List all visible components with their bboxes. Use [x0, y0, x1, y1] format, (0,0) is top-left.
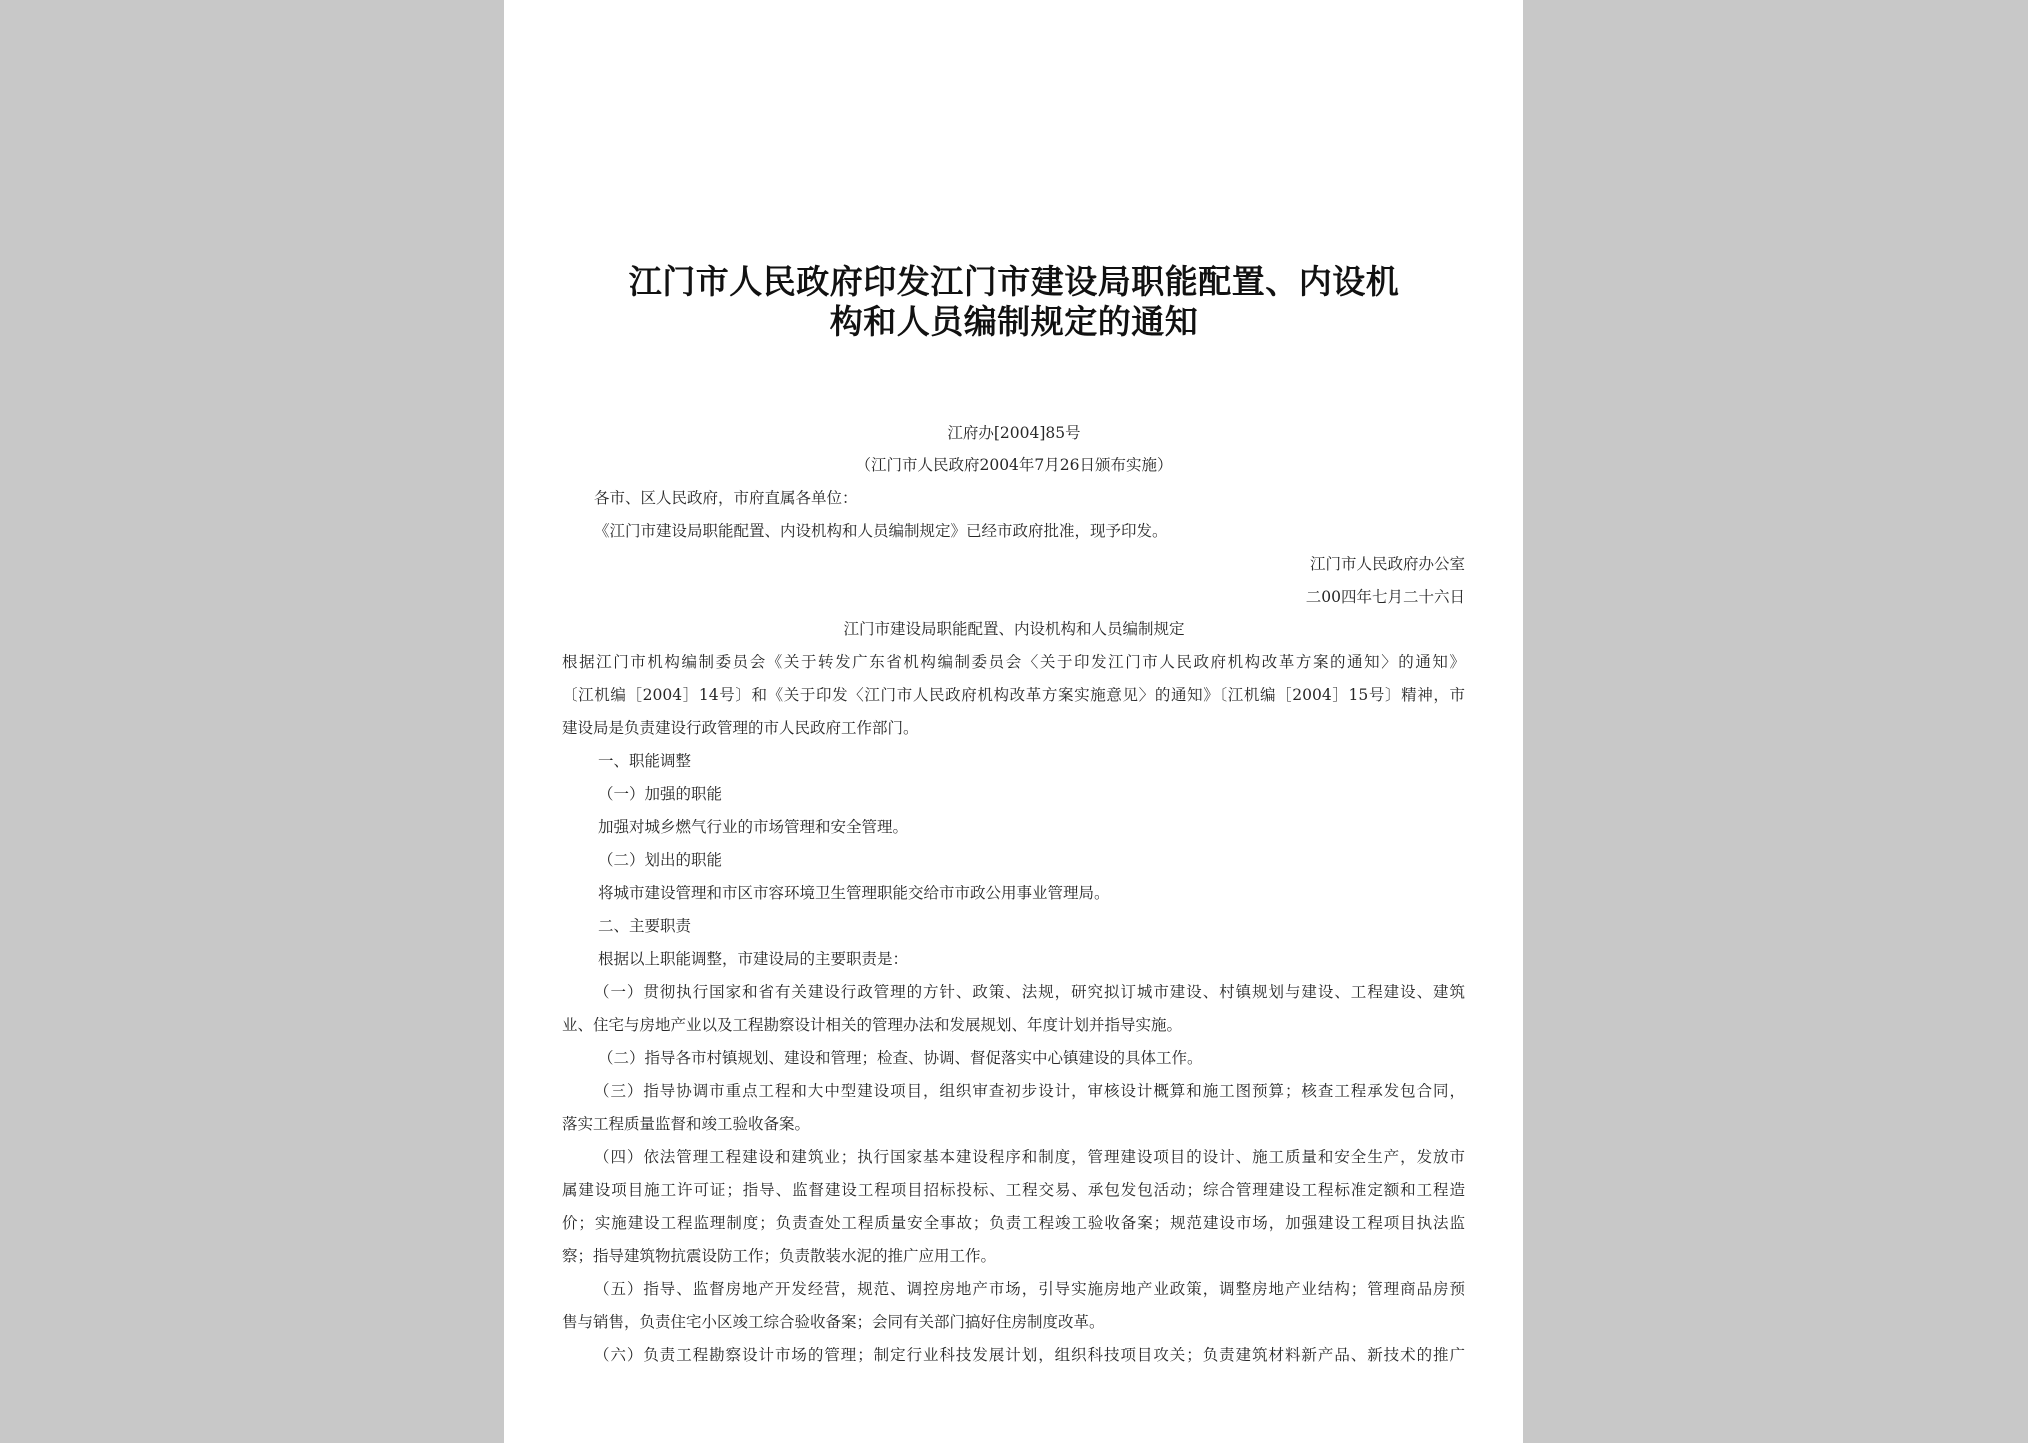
subsection-heading: （二）划出的职能: [598, 851, 723, 869]
section-heading: 二、主要职责: [598, 917, 692, 935]
paragraph-line: （一）贯彻执行国家和省有关建设行政管理的方针、政策、法规，研究拟订城市建设、村镇规划与建设、工程建设、建筑: [594, 983, 1465, 1001]
paragraph-line: 根据以上职能调整，市建设局的主要职责是：: [598, 950, 909, 968]
title-line: 构和人员编制规定的通知: [829, 302, 1199, 341]
paragraph-line: 加强对城乡燃气行业的市场管理和安全管理。: [598, 818, 909, 836]
paragraph-line: 业、住宅与房地产业以及工程勘察设计相关的管理办法和发展规划、年度计划并指导实施。: [562, 1016, 1183, 1034]
paragraph-line: 落实工程质量监督和竣工验收备案。: [562, 1115, 811, 1133]
paragraph-line: （四）依法管理工程建设和建筑业；执行国家基本建设程序和制度，管理建设项目的设计、施工质量和安全生产，发放市: [594, 1148, 1465, 1166]
signature-organization: 江门市人民政府办公室: [1309, 555, 1465, 573]
paragraph-line: 属建设项目施工许可证；指导、监督建设工程项目招标投标、工程交易、承包发包活动；综合管理建设工程标准定额和工程造: [562, 1181, 1465, 1199]
paragraph-line: 察；指导建筑物抗震设防工作；负责散装水泥的推广应用工作。: [562, 1247, 997, 1265]
paragraph-line: （五）指导、监督房地产开发经营，规范、调控房地产市场，引导实施房地产业政策，调整房地产业结构；管理商品房预: [594, 1280, 1465, 1298]
issue-note: （江门市人民政府2004年7月26日颁布实施）: [855, 456, 1173, 474]
document-title: [594, 262, 1434, 342]
paragraph-line: 〔江机编［2004］14号〕和《关于印发〈江门市人民政府机构改革方案实施意见〉的通知》〔江机编［2004］15号〕精神，市: [562, 686, 1465, 704]
subsection-heading: （一）加强的职能: [598, 785, 723, 803]
paragraph-line: 建设局是负责建设行政管理的市人民政府工作部门。: [562, 719, 919, 737]
paragraph-line: （六）负责工程勘察设计市场的管理；制定行业科技发展计划，组织科技项目攻关；负责建筑材料新产品、新技术的推广: [594, 1346, 1465, 1364]
intro-paragraph: 《江门市建设局职能配置、内设机构和人员编制规定》已经市政府批准，现予印发。: [594, 522, 1168, 540]
salutation: 各市、区人民政府，市府直属各单位：: [594, 489, 858, 507]
paragraph-line: （二）指导各市村镇规划、建设和管理；检查、协调、督促落实中心镇建设的具体工作。: [598, 1049, 1203, 1067]
paragraph-line: 价；实施建设工程监理制度；负责查处工程质量安全事故；负责工程竣工验收备案；规范建设市场，加强建设工程项目执法监: [562, 1214, 1465, 1232]
section-heading: 一、职能调整: [598, 752, 692, 770]
paragraph-line: 将城市建设管理和市区市容环境卫生管理职能交给市市政公用事业管理局。: [598, 884, 1110, 902]
paragraph-line: 售与销售，负责住宅小区竣工综合验收备案；会同有关部门搞好住房制度改革。: [562, 1313, 1105, 1331]
title-line: 江门市人民政府印发江门市建设局职能配置、内设机: [628, 262, 1400, 301]
document-page: [504, 0, 1523, 1443]
paragraph-line: 根据江门市机构编制委员会《关于转发广东省机构编制委员会〈关于印发江门市人民政府机构改革方案的通知〉的通知》: [562, 653, 1465, 671]
paragraph-line: （三）指导协调市重点工程和大中型建设项目，组织审查初步设计，审核设计概算和施工图预算；核查工程承发包合同，: [594, 1082, 1465, 1100]
document-number: 江府办[2004]85号: [947, 424, 1081, 442]
signature-date: 二00四年七月二十六日: [1305, 588, 1465, 606]
document-subtitle: 江门市建设局职能配置、内设机构和人员编制规定: [843, 620, 1185, 638]
